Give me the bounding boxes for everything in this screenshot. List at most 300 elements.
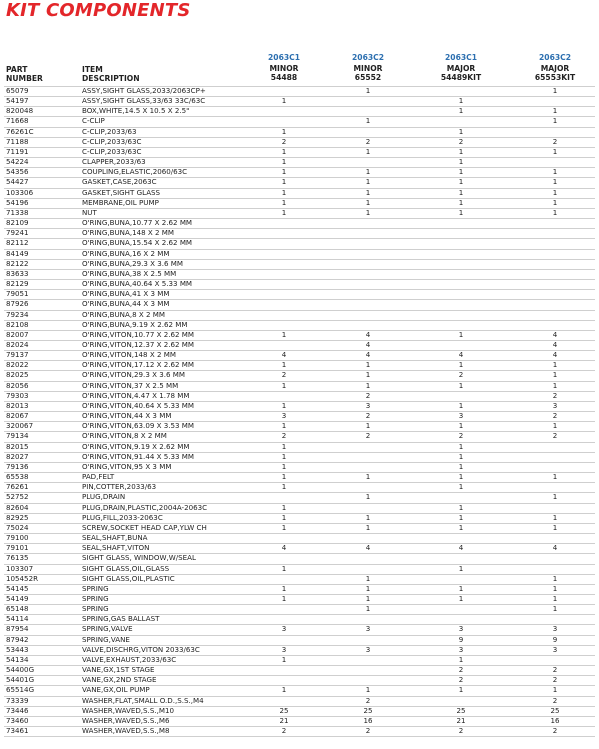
qty-kit1: 1 — [281, 329, 287, 339]
qty-kit2: 3 — [365, 624, 371, 634]
part-number: 82013 — [6, 400, 29, 410]
qty-kit2: 1 — [365, 472, 371, 482]
qty-kit3: 1 — [458, 522, 464, 532]
qty-kit2: 1 — [365, 522, 371, 532]
part-number: 103306 — [6, 187, 34, 197]
qty-kit4: 1 — [552, 594, 558, 603]
item-description: O'RING,VITON,12.37 X 2.62 MM — [82, 340, 195, 349]
qty-kit3: 2 — [458, 431, 464, 441]
part-number: 53443 — [6, 644, 29, 654]
qty-kit4: 2 — [552, 390, 558, 400]
qty-kit3: 1 — [458, 441, 464, 451]
qty-kit4: 25 — [550, 705, 560, 715]
qty-kit4: 1 — [552, 167, 558, 177]
qty-kit4: 1 — [552, 421, 558, 431]
table-row — [0, 391, 599, 401]
qty-kit3: 3 — [458, 624, 464, 634]
item-description: O'RING,VITON,91.44 X 5.33 MM — [82, 451, 195, 461]
part-number: 320067 — [6, 421, 34, 431]
item-description: SIGHT GLASS, WINDOW,W/SEAL — [82, 553, 196, 563]
part-number: 105452R — [6, 573, 39, 583]
part-number: 75024 — [6, 522, 29, 532]
qty-kit4: 3 — [552, 624, 558, 634]
part-number: 82024 — [6, 340, 29, 349]
item-description: O'RING,VITON,148 X 2 MM — [82, 350, 176, 360]
part-number: 73446 — [6, 705, 29, 715]
table-row — [0, 584, 599, 594]
kit2-type: MINOR — [353, 64, 383, 73]
table-row — [0, 116, 599, 126]
table-row — [0, 330, 599, 340]
item-description: O'RING,BUNA,41 X 3 MM — [82, 289, 170, 299]
qty-kit3: 1 — [458, 106, 464, 116]
qty-kit3: 1 — [458, 187, 464, 197]
page-title: KIT COMPONENTS — [6, 0, 191, 21]
qty-kit4: 1 — [552, 380, 558, 390]
table-row — [0, 553, 599, 563]
item-description: SPRING,VALVE — [82, 624, 133, 634]
part-number: 82022 — [6, 360, 29, 370]
qty-kit2: 1 — [365, 380, 371, 390]
part-number: 54401G — [6, 675, 35, 685]
part-number: 54145 — [6, 583, 29, 593]
qty-kit4: 2 — [552, 726, 558, 736]
qty-kit3: 1 — [458, 594, 464, 603]
item-description: O'RING,VITON,4.47 X 1.78 MM — [82, 390, 190, 400]
qty-kit3: 3 — [458, 411, 464, 421]
qty-kit2: 1 — [365, 86, 371, 95]
qty-kit3: 21 — [456, 715, 466, 725]
part-number: 79101 — [6, 543, 29, 553]
qty-kit3: 1 — [458, 360, 464, 370]
qty-kit2: 1 — [365, 583, 371, 593]
qty-kit1: 2 — [281, 726, 287, 736]
table-row — [0, 442, 599, 452]
item-description: SIGHT GLASS,OIL,PLASTIC — [82, 573, 175, 583]
item-description: COUPLING,ELASTIC,2060/63C — [82, 167, 188, 177]
part-number: 82604 — [6, 502, 29, 512]
kit2-number: 65552 — [354, 73, 382, 82]
part-number: 65538 — [6, 472, 29, 482]
kit1-code: 2063C1 — [268, 53, 300, 62]
item-description: O'RING,VITON,17.12 X 2.62 MM — [82, 360, 195, 370]
kit3-number: 54489KIT — [440, 73, 482, 82]
qty-kit4: 16 — [550, 715, 560, 725]
qty-kit1: 25 — [279, 705, 289, 715]
qty-kit3: 1 — [458, 126, 464, 136]
qty-kit4: 1 — [552, 370, 558, 380]
part-number: 73461 — [6, 726, 29, 736]
table-row — [0, 238, 599, 248]
qty-kit1: 1 — [281, 157, 287, 167]
part-number: 79134 — [6, 431, 29, 441]
item-description: O'RING,BUNA,9.19 X 2.62 MM — [82, 319, 188, 329]
qty-kit4: 4 — [552, 329, 558, 339]
qty-kit3: 1 — [458, 563, 464, 573]
table-row — [0, 228, 599, 238]
qty-kit4: 9 — [552, 634, 558, 644]
qty-kit1: 3 — [281, 411, 287, 421]
qty-kit3: 1 — [458, 472, 464, 482]
qty-kit1: 3 — [281, 644, 287, 654]
table-row — [0, 137, 599, 147]
item-description: O'RING,BUNA,38 X 2.5 MM — [82, 268, 177, 278]
qty-kit4: 3 — [552, 400, 558, 410]
qty-kit4: 2 — [552, 675, 558, 685]
qty-kit3: 2 — [458, 665, 464, 675]
qty-kit4: 3 — [552, 644, 558, 654]
item-description: SCREW,SOCKET HEAD CAP,YLW CH — [82, 522, 207, 532]
item-description: MEMBRANE,OIL PUMP — [82, 197, 159, 207]
qty-kit3: 3 — [458, 644, 464, 654]
qty-kit1: 1 — [281, 502, 287, 512]
item-description: O'RING,BUNA,148 X 2 MM — [82, 228, 175, 238]
qty-kit2: 1 — [365, 492, 371, 502]
item-description: SIGHT GLASS,OIL,GLASS — [82, 563, 170, 573]
qty-kit1: 4 — [281, 350, 287, 360]
item-description: O'RING,VITON,95 X 3 MM — [82, 461, 172, 471]
table-row — [0, 310, 599, 320]
item-description: SPRING — [82, 594, 109, 603]
qty-kit4: 4 — [552, 543, 558, 553]
part-number: 82122 — [6, 258, 29, 268]
part-number: 87942 — [6, 634, 29, 644]
table-row — [0, 604, 599, 614]
part-number: 54224 — [6, 157, 29, 167]
qty-kit2: 2 — [365, 431, 371, 441]
table-row — [0, 431, 599, 441]
table-row — [0, 594, 599, 604]
qty-kit2: 1 — [365, 177, 371, 187]
part-number: 820048 — [6, 106, 34, 116]
table-row — [0, 696, 599, 706]
qty-kit4: 1 — [552, 146, 558, 156]
part-number: 79051 — [6, 289, 29, 299]
item-description: SPRING — [82, 583, 109, 593]
qty-kit1: 1 — [281, 96, 287, 106]
qty-kit1: 1 — [281, 522, 287, 532]
part-number: 103307 — [6, 563, 34, 573]
qty-kit3: 2 — [458, 726, 464, 736]
table-row — [0, 340, 599, 350]
qty-kit4: 2 — [552, 665, 558, 675]
item-description: O'RING,BUNA,10.77 X 2.62 MM — [82, 218, 193, 228]
table-row — [0, 320, 599, 330]
qty-kit3: 4 — [458, 543, 464, 553]
item-description: O'RING,VITON,44 X 3 MM — [82, 411, 172, 421]
table-row — [0, 157, 599, 167]
table-row — [0, 188, 599, 198]
item-header-line1: ITEM — [82, 65, 103, 74]
kit2-code: 2063C2 — [352, 53, 384, 62]
qty-kit3: 1 — [458, 451, 464, 461]
item-description: SPRING — [82, 604, 109, 614]
qty-kit2: 1 — [365, 421, 371, 431]
qty-kit3: 1 — [458, 685, 464, 695]
item-description: VALVE,DISCHRG,VITON 2033/63C — [82, 644, 200, 654]
qty-kit1: 1 — [281, 167, 287, 177]
qty-kit1: 1 — [281, 197, 287, 207]
item-description: VANE,GX,OIL PUMP — [82, 685, 150, 695]
qty-kit3: 1 — [458, 197, 464, 207]
kit4-code: 2063C2 — [539, 53, 571, 62]
item-description: GASKET,CASE,2063C — [82, 177, 157, 187]
qty-kit4: 4 — [552, 340, 558, 349]
part-header-line2: NUMBER — [6, 74, 43, 83]
table-row — [0, 706, 599, 716]
item-description: PLUG,DRAIN — [82, 492, 126, 502]
item-description: ASSY,SIGHT GLASS,2033/2063CP+ — [82, 86, 206, 95]
part-number: 84149 — [6, 248, 29, 258]
qty-kit1: 1 — [281, 512, 287, 522]
table-row — [0, 645, 599, 655]
qty-kit3: 1 — [458, 167, 464, 177]
part-number: 73339 — [6, 695, 29, 705]
qty-kit4: 1 — [552, 187, 558, 197]
qty-kit4: 1 — [552, 573, 558, 583]
item-description: O'RING,VITON,63.09 X 3.53 MM — [82, 421, 195, 431]
table-row — [0, 452, 599, 462]
qty-kit1: 3 — [281, 624, 287, 634]
qty-kit4: 2 — [552, 411, 558, 421]
table-row — [0, 716, 599, 726]
qty-kit1: 1 — [281, 207, 287, 217]
item-description: BOX,WHITE,14.5 X 10.5 X 2.5" — [82, 106, 190, 116]
part-number: 83633 — [6, 268, 29, 278]
qty-kit1: 21 — [279, 715, 289, 725]
part-number: 82056 — [6, 380, 29, 390]
table-row — [0, 269, 599, 279]
qty-kit3: 1 — [458, 157, 464, 167]
qty-kit1: 1 — [281, 360, 287, 370]
part-number: 82109 — [6, 218, 29, 228]
qty-kit4: 1 — [552, 685, 558, 695]
qty-kit2: 4 — [365, 340, 371, 349]
part-number: 76261C — [6, 126, 34, 136]
qty-kit4: 1 — [552, 177, 558, 187]
part-number: 54197 — [6, 96, 29, 106]
item-description: O'RING,VITON,29.3 X 3.6 MM — [82, 370, 185, 380]
part-number: 79136 — [6, 461, 29, 471]
item-description: GASKET,SIGHT GLASS — [82, 187, 161, 197]
item-description: SPRING,GAS BALLAST — [82, 614, 160, 624]
part-number: 65148 — [6, 604, 29, 614]
part-number: 82129 — [6, 279, 29, 289]
qty-kit2: 1 — [365, 146, 371, 156]
qty-kit3: 1 — [458, 96, 464, 106]
qty-kit2: 2 — [365, 726, 371, 736]
qty-kit4: 1 — [552, 360, 558, 370]
item-description: O'RING,BUNA,16 X 2 MM — [82, 248, 170, 258]
part-number: 71191 — [6, 146, 29, 156]
part-number: 71188 — [6, 136, 29, 146]
part-number: 82007 — [6, 329, 29, 339]
qty-kit2: 1 — [365, 360, 371, 370]
part-number: 82067 — [6, 411, 29, 421]
table-row — [0, 635, 599, 645]
item-description: VANE,GX,1ST STAGE — [82, 665, 155, 675]
qty-kit4: 1 — [552, 492, 558, 502]
table-row — [0, 350, 599, 360]
qty-kit4: 1 — [552, 512, 558, 522]
part-number: 71338 — [6, 207, 29, 217]
item-description: O'RING,BUNA,15.54 X 2.62 MM — [82, 238, 193, 248]
qty-kit3: 9 — [458, 634, 464, 644]
table-row — [0, 147, 599, 157]
table-row — [0, 492, 599, 502]
qty-kit4: 1 — [552, 522, 558, 532]
qty-kit2: 1 — [365, 187, 371, 197]
part-number: 79241 — [6, 228, 29, 238]
qty-kit2: 1 — [365, 604, 371, 614]
item-header-line2: DESCRIPTION — [82, 74, 140, 83]
table-row — [0, 513, 599, 523]
part-number: 79303 — [6, 390, 29, 400]
table-row — [0, 533, 599, 543]
item-description: ASSY,SIGHT GLASS,33/63 33C/63C — [82, 96, 206, 106]
part-number: 71668 — [6, 116, 29, 126]
qty-kit1: 1 — [281, 482, 287, 492]
qty-kit1: 1 — [281, 563, 287, 573]
item-description: PLUG,FILL,2033-2063C — [82, 512, 163, 522]
part-number: 54400G — [6, 665, 35, 675]
qty-kit3: 1 — [458, 177, 464, 187]
qty-kit1: 1 — [281, 177, 287, 187]
qty-kit1: 1 — [281, 654, 287, 664]
qty-kit3: 1 — [458, 482, 464, 492]
table-row — [0, 655, 599, 665]
part-number: 54196 — [6, 197, 29, 207]
qty-kit2: 1 — [365, 573, 371, 583]
qty-kit2: 3 — [365, 400, 371, 410]
qty-kit2: 25 — [363, 705, 373, 715]
table-row — [0, 177, 599, 187]
part-number: 82015 — [6, 441, 29, 451]
qty-kit1: 1 — [281, 461, 287, 471]
qty-kit3: 2 — [458, 370, 464, 380]
table-row — [0, 564, 599, 574]
qty-kit2: 2 — [365, 390, 371, 400]
qty-kit4: 1 — [552, 86, 558, 95]
table-row — [0, 675, 599, 685]
qty-kit3: 1 — [458, 380, 464, 390]
qty-kit1: 1 — [281, 451, 287, 461]
table-row — [0, 503, 599, 513]
item-description: WASHER,FLAT,SMALL O.D.,S.S.,M4 — [82, 695, 204, 705]
table-row — [0, 401, 599, 411]
part-number: 54114 — [6, 614, 29, 624]
qty-kit2: 1 — [365, 512, 371, 522]
table-row — [0, 86, 599, 96]
part-number: 65079 — [6, 86, 29, 95]
item-description: O'RING,BUNA,44 X 3 MM — [82, 299, 170, 309]
qty-kit3: 1 — [458, 502, 464, 512]
qty-kit4: 1 — [552, 604, 558, 614]
part-number: 82112 — [6, 238, 29, 248]
qty-kit2: 1 — [365, 685, 371, 695]
qty-kit3: 1 — [458, 583, 464, 593]
table-row — [0, 106, 599, 116]
qty-kit4: 1 — [552, 472, 558, 482]
item-description: PIN,COTTER,2033/63 — [82, 482, 157, 492]
table-row — [0, 685, 599, 695]
qty-kit1: 1 — [281, 146, 287, 156]
qty-kit2: 4 — [365, 543, 371, 553]
table-row — [0, 360, 599, 370]
part-number: 54134 — [6, 654, 29, 664]
qty-kit2: 2 — [365, 411, 371, 421]
table-row — [0, 421, 599, 431]
qty-kit3: 1 — [458, 400, 464, 410]
table-row — [0, 665, 599, 675]
qty-kit1: 1 — [281, 380, 287, 390]
table-row — [0, 259, 599, 269]
table-row — [0, 127, 599, 137]
part-number: 54427 — [6, 177, 29, 187]
item-description: WASHER,WAVED,S.S.,M6 — [82, 715, 170, 725]
qty-kit2: 1 — [365, 370, 371, 380]
item-description: C-CLIP,2033/63 — [82, 126, 137, 136]
qty-kit2: 2 — [365, 695, 371, 705]
item-description: PAD,FELT — [82, 472, 115, 482]
item-description: SPRING,VANE — [82, 634, 130, 644]
qty-kit1: 2 — [281, 431, 287, 441]
part-number: 87954 — [6, 624, 29, 634]
qty-kit3: 2 — [458, 675, 464, 685]
part-number: 76135 — [6, 553, 29, 563]
table-row — [0, 574, 599, 584]
item-description: O'RING,VITON,8 X 2 MM — [82, 431, 167, 441]
part-number: 82027 — [6, 451, 29, 461]
qty-kit4: 4 — [552, 350, 558, 360]
qty-kit3: 4 — [458, 350, 464, 360]
table-row — [0, 482, 599, 492]
item-description: C-CLIP — [82, 116, 105, 126]
item-description: C-CLIP,2033/63C — [82, 136, 142, 146]
qty-kit4: 1 — [552, 583, 558, 593]
table-row — [0, 167, 599, 177]
part-number: 87926 — [6, 299, 29, 309]
part-number: 73460 — [6, 715, 29, 725]
qty-kit1: 1 — [281, 594, 287, 603]
qty-kit3: 1 — [458, 421, 464, 431]
table-row — [0, 279, 599, 289]
part-number: 79100 — [6, 533, 29, 543]
item-description: SEAL,SHAFT,VITON — [82, 543, 150, 553]
table-row — [0, 614, 599, 624]
kit1-type: MINOR — [269, 64, 299, 73]
table-row — [0, 543, 599, 553]
qty-kit1: 1 — [281, 126, 287, 136]
item-description: C-CLIP,2033/63C — [82, 146, 142, 156]
kit3-type: MAJOR — [446, 64, 476, 73]
qty-kit2: 4 — [365, 329, 371, 339]
table-row — [0, 472, 599, 482]
table-row — [0, 198, 599, 208]
part-number: 52752 — [6, 492, 29, 502]
qty-kit2: 4 — [365, 350, 371, 360]
table-row — [0, 218, 599, 228]
part-number: 79137 — [6, 350, 29, 360]
table-row — [0, 624, 599, 634]
qty-kit1: 2 — [281, 136, 287, 146]
table-row — [0, 726, 599, 736]
part-number: 65514G — [6, 685, 35, 695]
qty-kit4: 2 — [552, 136, 558, 146]
part-header-line1: PART — [6, 65, 28, 74]
qty-kit1: 2 — [281, 370, 287, 380]
qty-kit3: 2 — [458, 136, 464, 146]
